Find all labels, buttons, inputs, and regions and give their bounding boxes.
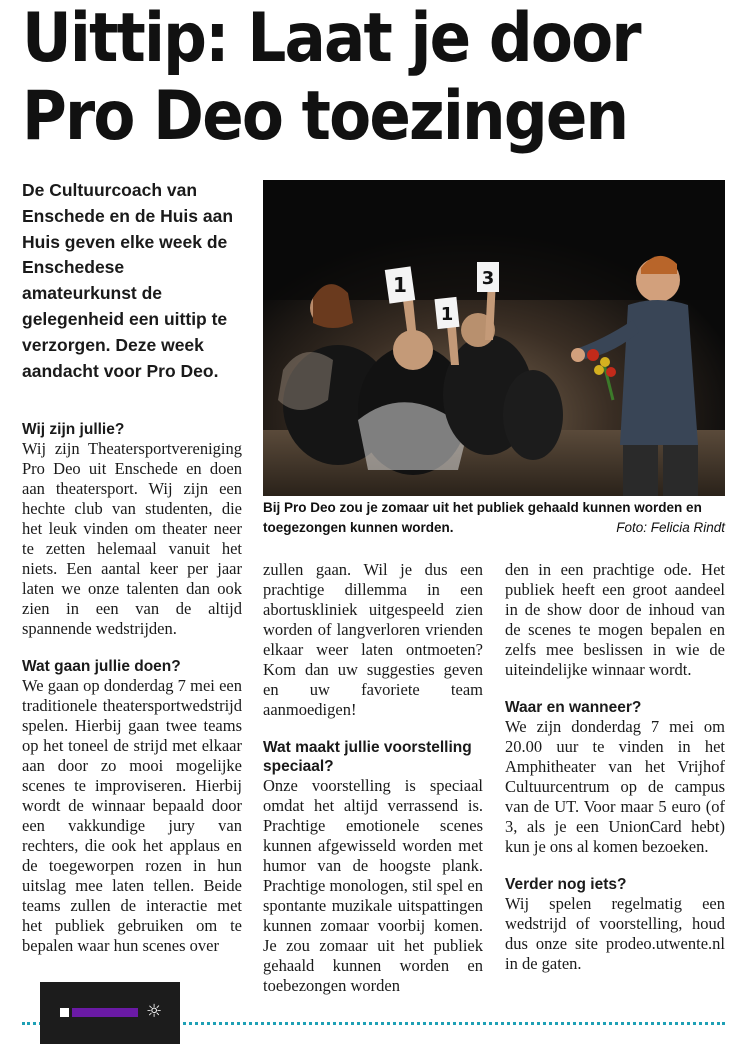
progress-bar[interactable] [72,1008,138,1017]
media-player-overlay[interactable] [40,982,180,1044]
scorecard [434,297,459,329]
stop-icon[interactable] [60,1008,69,1017]
section-body: We zijn donderdag 7 mei om 20.00 uur te vinden in het Amphitheater van het Vrijhof Cultuurcentrum op de campus van de UT. Voor maar 5 euro (of 3, als je een UnionCard hebt) kun je ons al komen bezoeken. [505,717,725,856]
article-column-3 [505,560,725,974]
scorecard [385,266,415,303]
section-body: Onze voorstelling is speciaal omdat het altijd verrassend is. Prachtige emotionele scenes kunnen afgewisseld worden met humor van de hoogste plank. Prachtige monologen, stil spel en spontante muzikale uitspattingen kunnen zomaar voorbij komen. Je zou zomaar uit het publiek gehaald kunnen worden en toebezongen worden [263,776,483,995]
section-body: zullen gaan. Wil je dus een prachtige dillemma in een abortuskliniek uitgespeeld zien worden of langverloren vrienden elkaar weer laten ontmoeten? Kom dan uw suggesties geven en uw favoriete team aanmoedigen! [263,560,483,719]
svg-text:1: 1 [440,304,454,325]
section-heading: Wat gaan jullie doen? [22,658,181,675]
svg-text:1: 1 [393,273,407,297]
photo-caption [263,498,725,538]
photo-credit: Foto: Felicia Rindt [616,520,725,535]
article-column-2 [263,560,483,996]
brightness-icon[interactable]: ☼ [146,1001,163,1022]
section-body: We gaan op donderdag 7 mei een traditionele theatersportwedstrijd spelen. Hierbij gaan twee teams op het toneel de strijd met elkaar aan door zo mooi mogelijke scenes te improviseren. Hierbij wordt de winnaar bepaald door een vakkundige jury van rechters, die ook het applaus en de toegeworpen rozen in hun uitslag mee laten tellen. Beide teams zullen de interactie met het publiek gebruiken om te bepalen waar hun scenes over [22,676,242,955]
article-column-1 [22,420,242,956]
svg-text:3: 3 [481,268,495,289]
section-heading: Wij zijn jullie? [22,421,125,438]
section-body: Wij zijn Theatersportvereniging Pro Deo uit Enschede en doen aan theatersport. Wij zijn een hechte club van studenten, die het leuk vinden om theater neer te zetten helemaal vanuit het niets. Een aantal keer per jaar laten we onze talenten dan ook zien in een van de altijd spannende wedstrijden. [22,439,242,638]
caption-text: Bij Pro Deo zou je zomaar uit het publiek gehaald kunnen worden en toegezongen kunnen worden. [263,500,702,535]
stage-photo-illustration [263,180,725,496]
headline [22,0,652,156]
section-body: den in een prachtige ode. Het publiek heeft een groot aandeel in de show door de inhoud van de scenes te mogen bepalen en zelfs mee beslissen in wie de uiteindelijke winnaar wordt. [505,560,725,679]
section-heading: Verder nog iets? [505,876,627,893]
scorecard [477,262,499,292]
section-heading: Wat maakt jullie voorstelling speciaal? [263,739,472,775]
article-photo [263,180,725,496]
headline-line-2: Pro Deo toezingen [22,77,628,156]
headline-line-1: Uittip: Laat je door [22,0,640,78]
section-heading: Waar en wanneer? [505,699,642,716]
section-body: Wij spelen regelmatig een wedstrijd of voorstelling, houd dus onze site prodeo.utwente.nl in de gaten. [505,894,725,973]
intro-paragraph: De Cultuurcoach van Enschede en de Huis aan Huis geven elke week de Enschedese amateurkunst de gelegenheid een uittip te verzorgen. Deze week aandacht voor Pro Deo. [22,180,234,381]
